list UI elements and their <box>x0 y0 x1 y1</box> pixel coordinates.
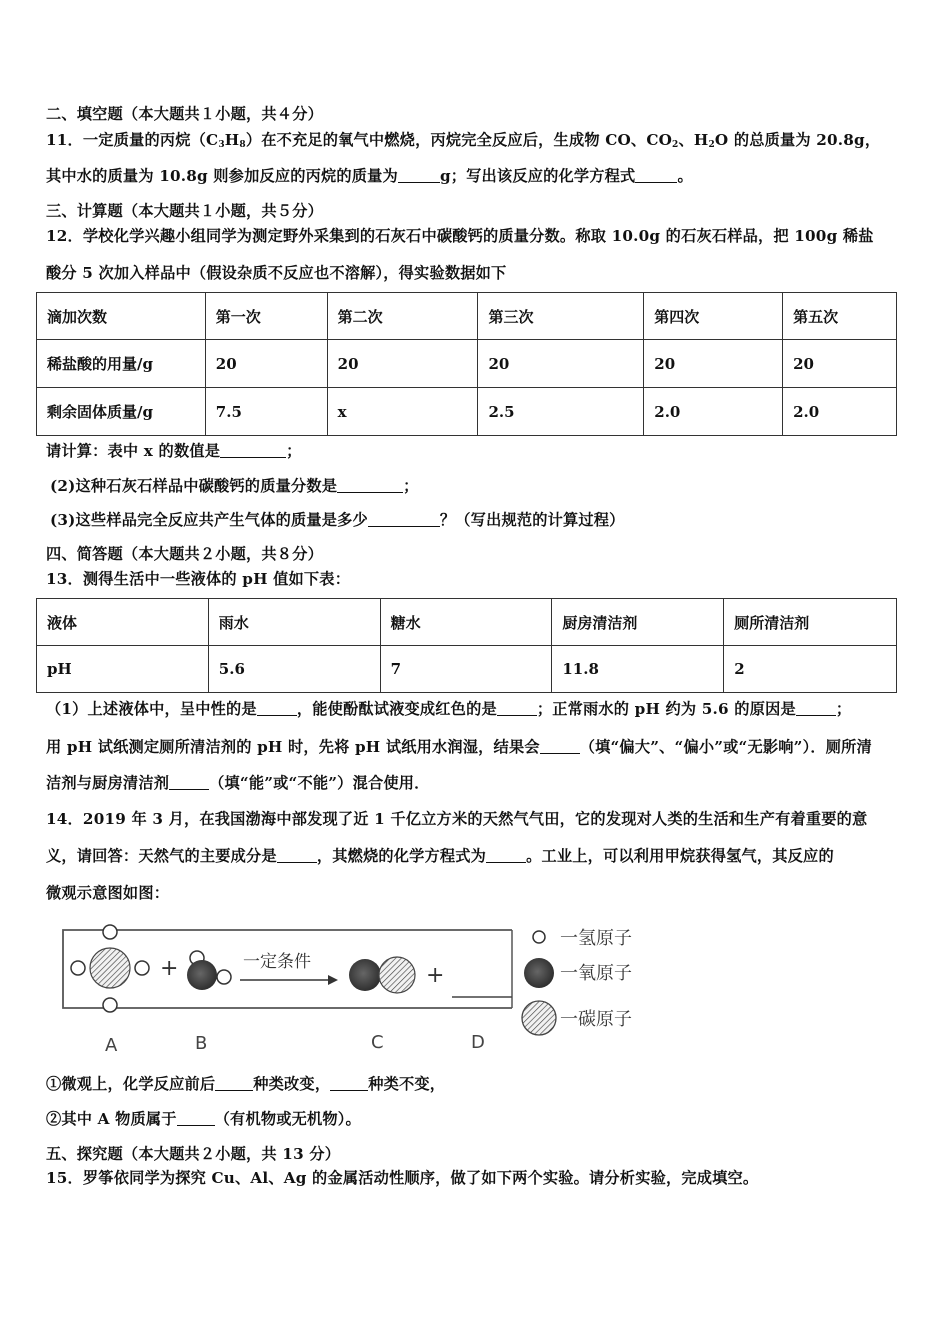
question-13-part-1: （1）上述液体中，呈中性的是 ，能使酚酞试液变成红色的是 ；正常雨水的 pH 约为 5.6 的原因是 ； <box>46 700 852 718</box>
table-cell: 厨房清洁剂 <box>552 599 724 646</box>
svg-text:+: + <box>160 956 179 981</box>
answer-blank[interactable] <box>398 167 440 183</box>
table-row <box>37 388 897 436</box>
table-cell: 7 <box>380 646 552 693</box>
question-15-line-1: 15．罗筝依同学为探究 Cu、Al、Ag 的金属活动性顺序，做了如下两个实验。请分析实验，完成填空。 <box>46 1169 759 1187</box>
legend <box>522 928 632 1035</box>
carbon-atom-icon <box>522 1001 556 1035</box>
section-heading-calculation: 三、计算题（本大题共１小题，共５分） <box>46 202 323 220</box>
table-cell: 7.5 <box>205 388 327 436</box>
answer-blank[interactable] <box>330 1075 368 1091</box>
answer-blank[interactable] <box>486 847 526 863</box>
answer-blank[interactable] <box>177 1110 215 1126</box>
table-cell: 11.8 <box>552 646 724 693</box>
table-cell: 20 <box>783 340 897 388</box>
answer-blank[interactable] <box>215 1075 253 1091</box>
table-row <box>37 340 897 388</box>
table-cell: pH <box>37 646 209 693</box>
question-14-sub-1: ①微观上，化学反应前后 种类改变， 种类不变， <box>46 1075 446 1093</box>
section-heading-inquiry: 五、探究题（本大题共２小题，共 13 分） <box>46 1145 341 1163</box>
table-cell: 第四次 <box>644 293 783 340</box>
question-12-sub-2: (2)这种石灰石样品中碳酸钙的质量分数是 ； <box>50 477 419 495</box>
molecule-c <box>349 957 415 993</box>
table-cell: 2 <box>724 646 897 693</box>
section-heading-fill-in: 二、填空题（本大题共１小题，共４分） <box>46 105 323 123</box>
answer-blank[interactable] <box>277 847 317 863</box>
question-13-part-3: 洁剂与厨房清洁剂 （填“能”或“不能”）混合使用． <box>46 774 430 792</box>
experiment-data-table <box>36 292 897 436</box>
table-cell: 厕所清洁剂 <box>724 599 897 646</box>
question-11-line-2: 其中水的质量为 10.8g 则参加反应的丙烷的质量为 g；写出该反应的化学方程式 。 <box>46 167 693 185</box>
label-c: C <box>371 1032 384 1053</box>
question-12-line-2: 酸分 5 次加入样品中（假设杂质不反应也不溶解），得实验数据如下 <box>46 264 507 282</box>
label-b: B <box>195 1033 208 1054</box>
table-cell: 2.0 <box>783 388 897 436</box>
condition-label: 一定条件 <box>243 952 311 972</box>
table-cell: 20 <box>644 340 783 388</box>
label-d: D <box>471 1032 485 1053</box>
reaction-arrow <box>240 952 338 985</box>
molecule-b <box>187 951 231 990</box>
oxygen-atom-icon <box>524 958 554 988</box>
legend-hydrogen: 一氢原子 <box>560 928 632 949</box>
table-cell: 第一次 <box>205 293 327 340</box>
question-12-sub-1: 请计算：表中 x 的数值是 ； <box>46 442 302 460</box>
table-cell: 20 <box>327 340 478 388</box>
section-heading-short-answer: 四、简答题（本大题共２小题，共８分） <box>46 545 323 563</box>
svg-text:+: + <box>426 963 445 988</box>
answer-blank[interactable] <box>220 442 286 458</box>
hydrogen-atom-icon <box>533 931 545 943</box>
question-14-line-1: 14．2019 年 3 月，在我国渤海中部发现了近 1 千亿立方米的天然气气田，它的发现对人类的生活和生产有着重要的意 <box>46 810 868 828</box>
table-row <box>37 293 897 340</box>
question-11-line-1: 11．一定质量的丙烷$(C_3H_8)$在不充足的氧气中燃烧，丙烷完全反应后，生成物 CO、$CO_2$、$H_2O$ 的总质量为 20.8g， <box>46 131 881 150</box>
table-cell: 糖水 <box>380 599 552 646</box>
label-a: A <box>105 1035 118 1056</box>
table-cell: 第三次 <box>478 293 644 340</box>
question-12-line-1: 12．学校化学兴趣小组同学为测定野外采集到的石灰石中碳酸钙的质量分数。称取 10.0g 的石灰石样品，把 100g 稀盐 <box>46 227 874 245</box>
question-13-intro: 13．测得生活中一些液体的 pH 值如下表： <box>46 570 351 588</box>
table-cell: 2.5 <box>478 388 644 436</box>
table-cell: 剩余固体质量/g <box>37 388 206 436</box>
answer-blank[interactable] <box>169 774 209 790</box>
table-cell: 20 <box>478 340 644 388</box>
answer-blank[interactable] <box>796 700 836 716</box>
question-13-part-2: 用 pH 试纸测定厕所清洁剂的 pH 时，先将 pH 试纸用水润湿，结果会 （填“偏大”、“偏小”或“无影响”）．厕所清 <box>46 738 872 756</box>
reaction-diagram <box>60 920 660 1064</box>
table-cell: 20 <box>205 340 327 388</box>
table-cell: 第二次 <box>327 293 478 340</box>
answer-blank[interactable] <box>337 477 403 493</box>
question-14-line-3: 微观示意图如图： <box>46 884 170 902</box>
table-cell: 第五次 <box>783 293 897 340</box>
table-row <box>37 599 897 646</box>
question-14-line-2: 义，请回答：天然气的主要成分是 ，其燃烧的化学方程式为 。工业上，可以利用甲烷获得氢气，其反应的 <box>46 847 834 865</box>
table-cell: x <box>327 388 478 436</box>
answer-blank[interactable] <box>497 700 537 716</box>
table-cell: 2.0 <box>644 388 783 436</box>
answer-blank[interactable] <box>368 511 440 527</box>
table-cell: 液体 <box>37 599 209 646</box>
table-row <box>37 646 897 693</box>
question-14-sub-2: ②其中 A 物质属于 （有机物或无机物）。 <box>46 1110 361 1128</box>
molecule-a <box>71 925 149 1012</box>
ph-table <box>36 598 897 693</box>
answer-blank[interactable] <box>257 700 297 716</box>
legend-oxygen: 一氧原子 <box>560 963 632 984</box>
answer-blank[interactable] <box>540 738 580 754</box>
table-cell: 滴加次数 <box>37 293 206 340</box>
table-cell: 雨水 <box>208 599 380 646</box>
question-12-sub-3: (3)这些样品完全反应共产生气体的质量是多少 ？（写出规范的计算过程） <box>50 511 625 529</box>
answer-blank[interactable] <box>635 167 677 183</box>
legend-carbon: 一碳原子 <box>560 1009 632 1030</box>
table-cell: 稀盐酸的用量/g <box>37 340 206 388</box>
table-cell: 5.6 <box>208 646 380 693</box>
